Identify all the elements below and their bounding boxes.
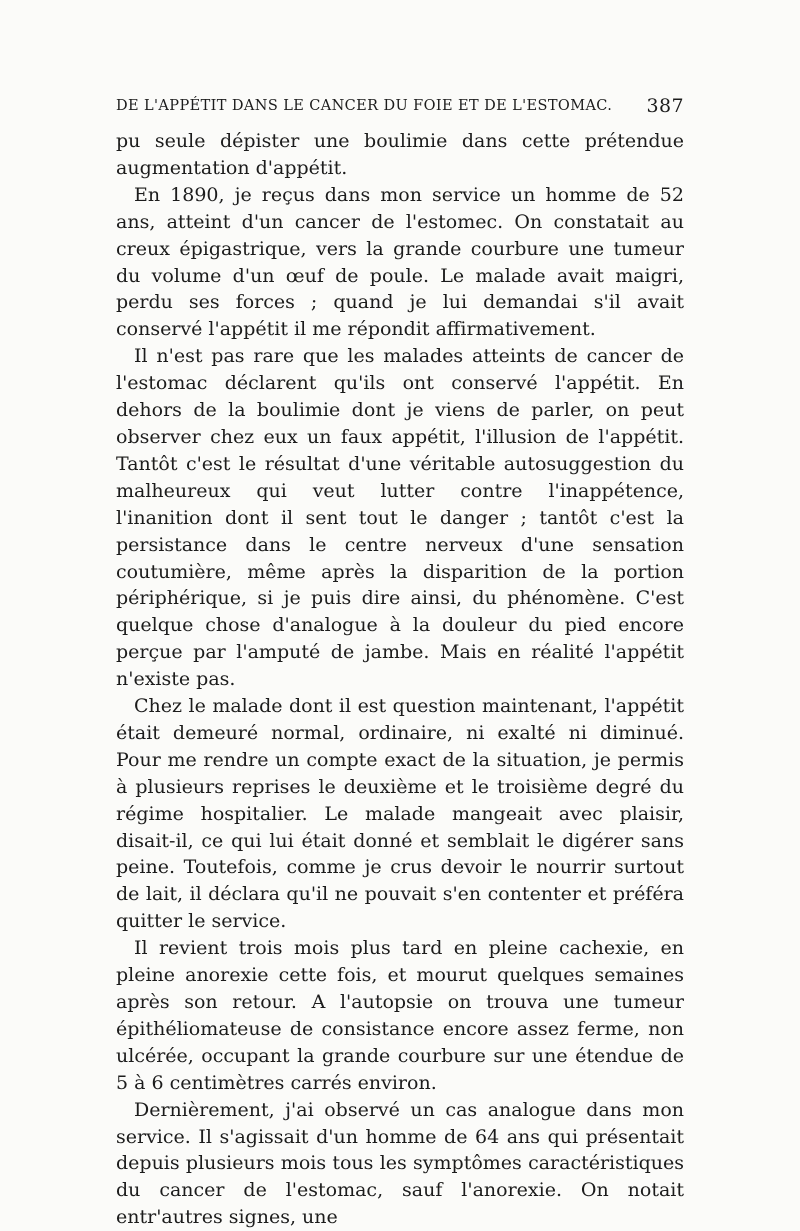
paragraph-4: Chez le malade dont il est question maintenant, l'appétit était demeuré normal, ordinaire, ni exalté ni diminué. Pour me rendre un compte exact de la situation, je permis à plusieurs reprises le deuxième et le troisième degré du régime hospitalier. Le malade mangeait avec plaisir, disait-il, ce qui lui était donné et semblait le digérer sans peine. Toutefois, comme je crus devoir le nourrir surtout de lait, il déclara qu'il ne pouvait s'en contenter et préféra quitter le service. xyxy=(116,695,684,933)
running-title: DE L'APPÉTIT DANS LE CANCER DU FOIE ET DE L'ESTOMAC. xyxy=(116,98,613,114)
paragraph-1: pu seule dépister une boulimie dans cette prétendue augmentation d'appétit. xyxy=(116,130,684,179)
body-text xyxy=(116,128,684,1231)
paragraph-2: En 1890, je reçus dans mon service un homme de 52 ans, atteint d'un cancer de l'estomec. On constatait au creux épigastrique, vers la grande courbure une tumeur du volume d'un œuf de poule. Le malade avait maigri, perdu ses forces ; quand je lui demandai s'il avait conservé l'appétit il me répondit affirmativement. xyxy=(116,183,684,341)
paragraph-6: Dernièrement, j'ai observé un cas analogue dans mon service. Il s'agissait d'un homme de 64 ans qui présentait depuis plusieurs mois tous les symptômes caractéristiques du cancer de l'estomac, sauf l'anorexie. On notait entr'autres signes, une xyxy=(116,1098,684,1229)
paragraph-3: Il n'est pas rare que les malades atteints de cancer de l'estomac déclarent qu'ils ont conservé l'appétit. En dehors de la boulimie dont je viens de parler, on peut observer chez eux un faux appétit, l'illusion de l'appétit. Tantôt c'est le résultat d'une véritable autosuggestion du malheureux qui veut lutter contre l'inappétence, l'inanition dont il sent tout le danger ; tantôt c'est la persistance dans le centre nerveux d'une sensation coutumière, même après la disparition de la portion périphérique, si je puis dire ainsi, du phénomène. C'est quelque chose d'analogue à la douleur du pied encore perçue par l'amputé de jambe. Mais en réalité l'appétit n'existe pas. xyxy=(116,345,684,691)
page-number: 387 xyxy=(646,95,684,117)
paragraph-5: Il revient trois mois plus tard en pleine cachexie, en pleine anorexie cette fois, et mourut quelques semaines après son retour. A l'autopsie on trouva une tumeur épithéliomateuse de consistance encore assez ferme, non ulcérée, occupant la grande courbure sur une étendue de 5 à 6 centimètres carrés environ. xyxy=(116,937,684,1094)
